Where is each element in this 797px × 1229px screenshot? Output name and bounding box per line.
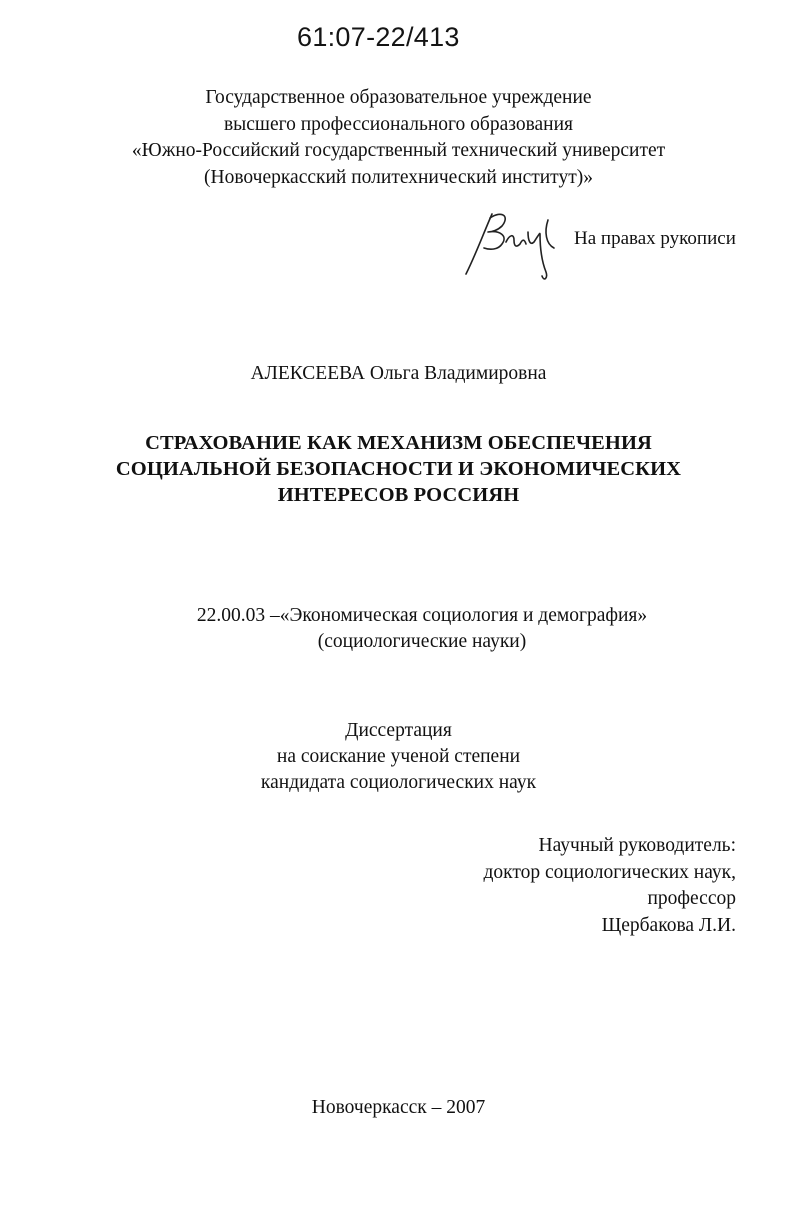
supervisor-line: Щербакова Л.И.: [601, 914, 736, 936]
title-line: СОЦИАЛЬНОЙ БЕЗОПАСНОСТИ И ЭКОНОМИЧЕСКИХ: [115, 458, 682, 480]
degree-line: кандидата социологических наук: [260, 772, 537, 793]
thesis-title: [0, 430, 797, 508]
supervisor-block: [483, 833, 736, 939]
institution-line: Государственное образовательное учреждение: [205, 87, 592, 108]
author-name: АЛЕКСЕЕВА Ольга Владимировна: [250, 363, 547, 384]
degree-line: Диссертация: [345, 720, 452, 741]
institution-line: (Новочеркасский политехнический институт)»: [204, 166, 593, 188]
manuscript-note: На правах рукописи: [574, 228, 736, 249]
institution-line: «Южно-Российский государственный технический университет: [131, 140, 666, 161]
catalog-number: 61:07-22/413: [297, 22, 460, 52]
degree-block: [0, 718, 797, 796]
specialty-line: (социологические науки): [317, 631, 527, 652]
handwritten-signature: [462, 208, 574, 290]
place-year: Новочеркасск – 2007: [311, 1097, 486, 1118]
supervisor-line: профессор: [647, 888, 736, 909]
degree-line: на соискание ученой степени: [276, 746, 521, 767]
institution-header: [0, 85, 797, 191]
specialty-block: [192, 603, 652, 655]
supervisor-line: доктор социологических наук,: [483, 861, 736, 883]
supervisor-line: Научный руководитель:: [538, 835, 736, 856]
title-line: СТРАХОВАНИЕ КАК МЕХАНИЗМ ОБЕСПЕЧЕНИЯ: [145, 432, 652, 454]
specialty-line: 22.00.03 –«Экономическая социология и демография»: [196, 605, 648, 626]
title-line: ИНТЕРЕСОВ РОССИЯН: [277, 484, 520, 506]
institution-line: высшего профессионального образования: [223, 113, 574, 135]
